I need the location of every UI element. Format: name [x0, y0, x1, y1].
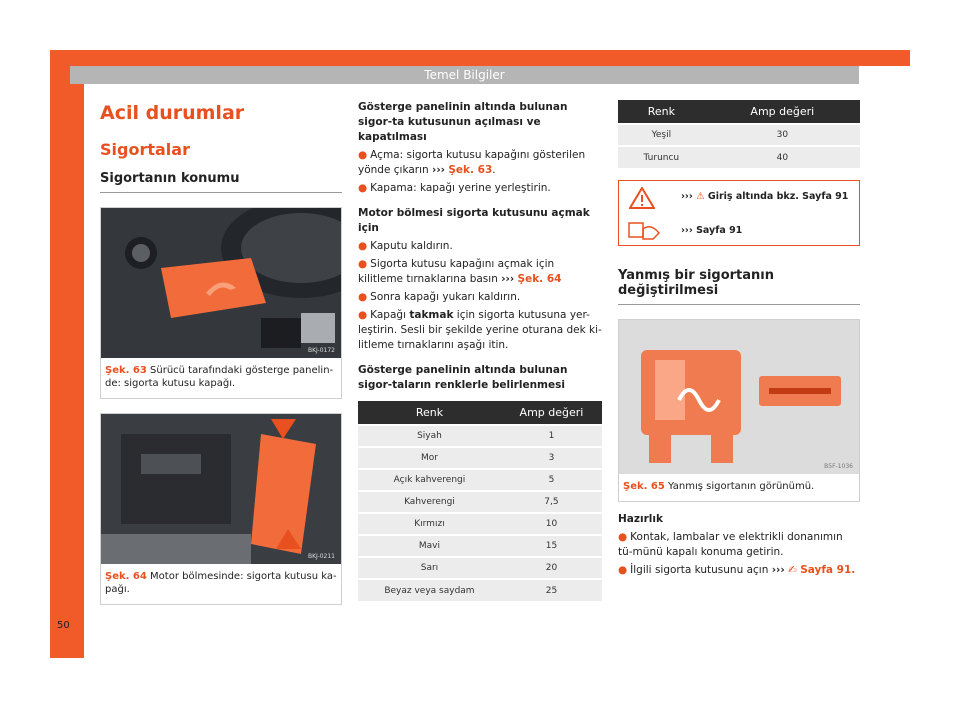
- reference-link[interactable]: ››› Sayfa 91: [681, 225, 743, 236]
- right-column: [618, 100, 860, 578]
- fuse-illustration: [619, 320, 859, 474]
- figure-caption: [101, 564, 341, 604]
- table-row: Siyah 1: [358, 425, 602, 447]
- engine-illustration: [101, 414, 341, 564]
- warning-box: [618, 180, 860, 246]
- prep-heading: Hazırlık: [618, 513, 663, 525]
- figure-link[interactable]: Şek. 63: [448, 164, 493, 176]
- bullet-item: ● Açma: sigorta kutusu kapağını gösterilen yönde çıkarın ››› Şek. 63.: [358, 149, 586, 176]
- figure-ref: Şek. 65: [623, 481, 665, 492]
- table-header: Amp değeri: [501, 401, 602, 425]
- figure-link[interactable]: Şek. 64: [517, 273, 562, 285]
- fuse-color-table: [358, 401, 602, 601]
- instruction-heading: Gösterge panelinin altında bulunan sigor-ta kutusunun açılması ve kapatılması: [358, 101, 568, 143]
- bullet-item: ● Sonra kapağı yukarı kaldırın.: [358, 291, 521, 303]
- table-row: Kırmızı 10: [358, 513, 602, 535]
- caption-text: Yanmış sigortanın görünümü.: [668, 481, 815, 492]
- caption-text: Sürücü tarafındaki gösterge panelin-de: sigorta kutusu kapağı.: [105, 365, 334, 389]
- engine-photo: [101, 414, 341, 564]
- page-number: 50: [57, 620, 70, 631]
- figure-ref: Şek. 63: [105, 365, 147, 376]
- figure-65: [618, 319, 860, 502]
- dashboard-illustration: [101, 208, 341, 358]
- middle-column: [358, 100, 602, 601]
- figure-63: [100, 207, 342, 399]
- figure-64: [100, 413, 342, 605]
- figure-caption: [619, 474, 859, 501]
- photo-code: BKJ-0211: [307, 553, 335, 560]
- section-heading: Sigortanın konumu: [100, 171, 342, 193]
- table-row: Beyaz veya saydam 25: [358, 579, 602, 601]
- table-row: Yeşil 30: [618, 124, 860, 146]
- dashboard-photo: [101, 208, 341, 358]
- table-row: Açık kahverengi 5: [358, 469, 602, 491]
- table-row: Turuncu 40: [618, 146, 860, 168]
- caption-text: Motor bölmesinde: sigorta kutusu ka-pağı.: [105, 571, 337, 595]
- instruction-heading: Gösterge panelinin altında bulunan sigor-taların renklerle belirlenmesi: [358, 364, 568, 391]
- section-heading: Yanmış bir sigortanın değiştirilmesi: [618, 268, 860, 305]
- bullet-item: ● Kontak, lambalar ve elektrikli donanımın tü-münü kapalı konuma getirin.: [618, 531, 843, 558]
- warning-link[interactable]: ››› ⚠ Giriş altında bkz. Sayfa 91: [681, 191, 849, 202]
- book-hand-icon: [627, 219, 661, 241]
- bullet-item: ● Kapama: kapağı yerine yerleştirin.: [358, 182, 551, 194]
- fuse-drawing: [619, 320, 859, 474]
- bullet-item: ● Sigorta kutusu kapağını açmak için kilitleme tırnaklarına basın ››› Şek. 64: [358, 258, 562, 285]
- table-row: Kahverengi 7,5: [358, 491, 602, 513]
- photo-code: BKJ-0172: [307, 347, 335, 354]
- table-row: Sarı 20: [358, 557, 602, 579]
- table-header: Amp değeri: [705, 100, 860, 124]
- table-row: Mor 3: [358, 447, 602, 469]
- figure-caption: [101, 358, 341, 398]
- section-subtitle: Sigortalar: [100, 140, 190, 159]
- page-link[interactable]: Sayfa 91.: [800, 564, 856, 576]
- page-title: Acil durumlar: [100, 102, 245, 124]
- warning-triangle-icon: [629, 187, 655, 209]
- left-column: [100, 100, 342, 605]
- bullet-item: ● İlgili sigorta kutusunu açın ››› ✍ Sayfa 91.: [618, 564, 856, 576]
- table-header: Renk: [358, 401, 501, 425]
- bullet-item: ● Kapağı takmak için sigorta kutusuna yer-leştirin. Sesli bir şekilde yerine oturana dek ki-litleme tırnaklarını aşağı itin.: [358, 309, 602, 351]
- bullet-item: ● Kaputu kaldırın.: [358, 240, 453, 252]
- fuse-color-table-cont: [618, 100, 860, 168]
- table-header: Renk: [618, 100, 705, 124]
- figure-ref: Şek. 64: [105, 571, 147, 582]
- header-title: Temel Bilgiler: [70, 66, 859, 84]
- photo-code: B5F-1036: [824, 463, 853, 470]
- table-row: Mavi 15: [358, 535, 602, 557]
- instruction-heading: Motor bölmesi sigorta kutusunu açmak için: [358, 207, 590, 234]
